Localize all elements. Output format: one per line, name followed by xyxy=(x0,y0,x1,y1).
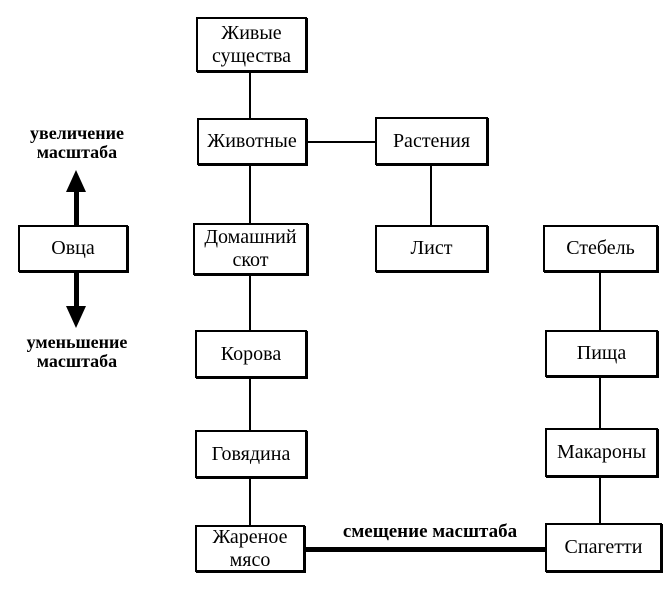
node-living-beings: Живые существа xyxy=(196,17,307,72)
node-spaghetti: Спагетти xyxy=(545,523,662,572)
arrow-down-stem xyxy=(74,272,79,308)
connector-animals-plants xyxy=(307,141,375,143)
connector-cow-beef xyxy=(249,378,251,430)
zoom-in-label: увеличение масштаба xyxy=(29,123,125,162)
node-food: Пища xyxy=(545,330,658,377)
arrow-up-stem xyxy=(74,190,79,225)
node-animals: Животные xyxy=(197,118,307,165)
connector-stem-food xyxy=(599,272,601,330)
connector-plants-leaf xyxy=(430,165,432,225)
arrow-up-icon xyxy=(66,170,86,192)
node-fried-meat: Жареное мясо xyxy=(195,525,305,572)
zoom-out-label: уменьшение масштаба xyxy=(26,332,128,371)
node-cow: Корова xyxy=(195,330,307,378)
connector-macaroni-spaghetti xyxy=(599,477,601,523)
connector-friedmeat-spaghetti xyxy=(305,547,545,552)
arrow-down-icon xyxy=(66,306,86,328)
node-plants: Растения xyxy=(375,117,488,165)
connector-beef-friedmeat xyxy=(249,478,251,525)
node-beef: Говядина xyxy=(195,430,307,478)
connector-living-animals xyxy=(249,72,251,118)
node-stem: Стебель xyxy=(543,225,658,272)
node-macaroni: Макароны xyxy=(545,428,658,477)
node-livestock: Домашний скот xyxy=(193,223,308,275)
scale-shift-label: смещение масштаба xyxy=(342,521,518,542)
connector-food-macaroni xyxy=(599,377,601,428)
node-leaf: Лист xyxy=(375,225,488,272)
node-sheep: Овца xyxy=(18,225,128,272)
connector-animals-livestock xyxy=(249,165,251,223)
connector-livestock-cow xyxy=(249,275,251,330)
